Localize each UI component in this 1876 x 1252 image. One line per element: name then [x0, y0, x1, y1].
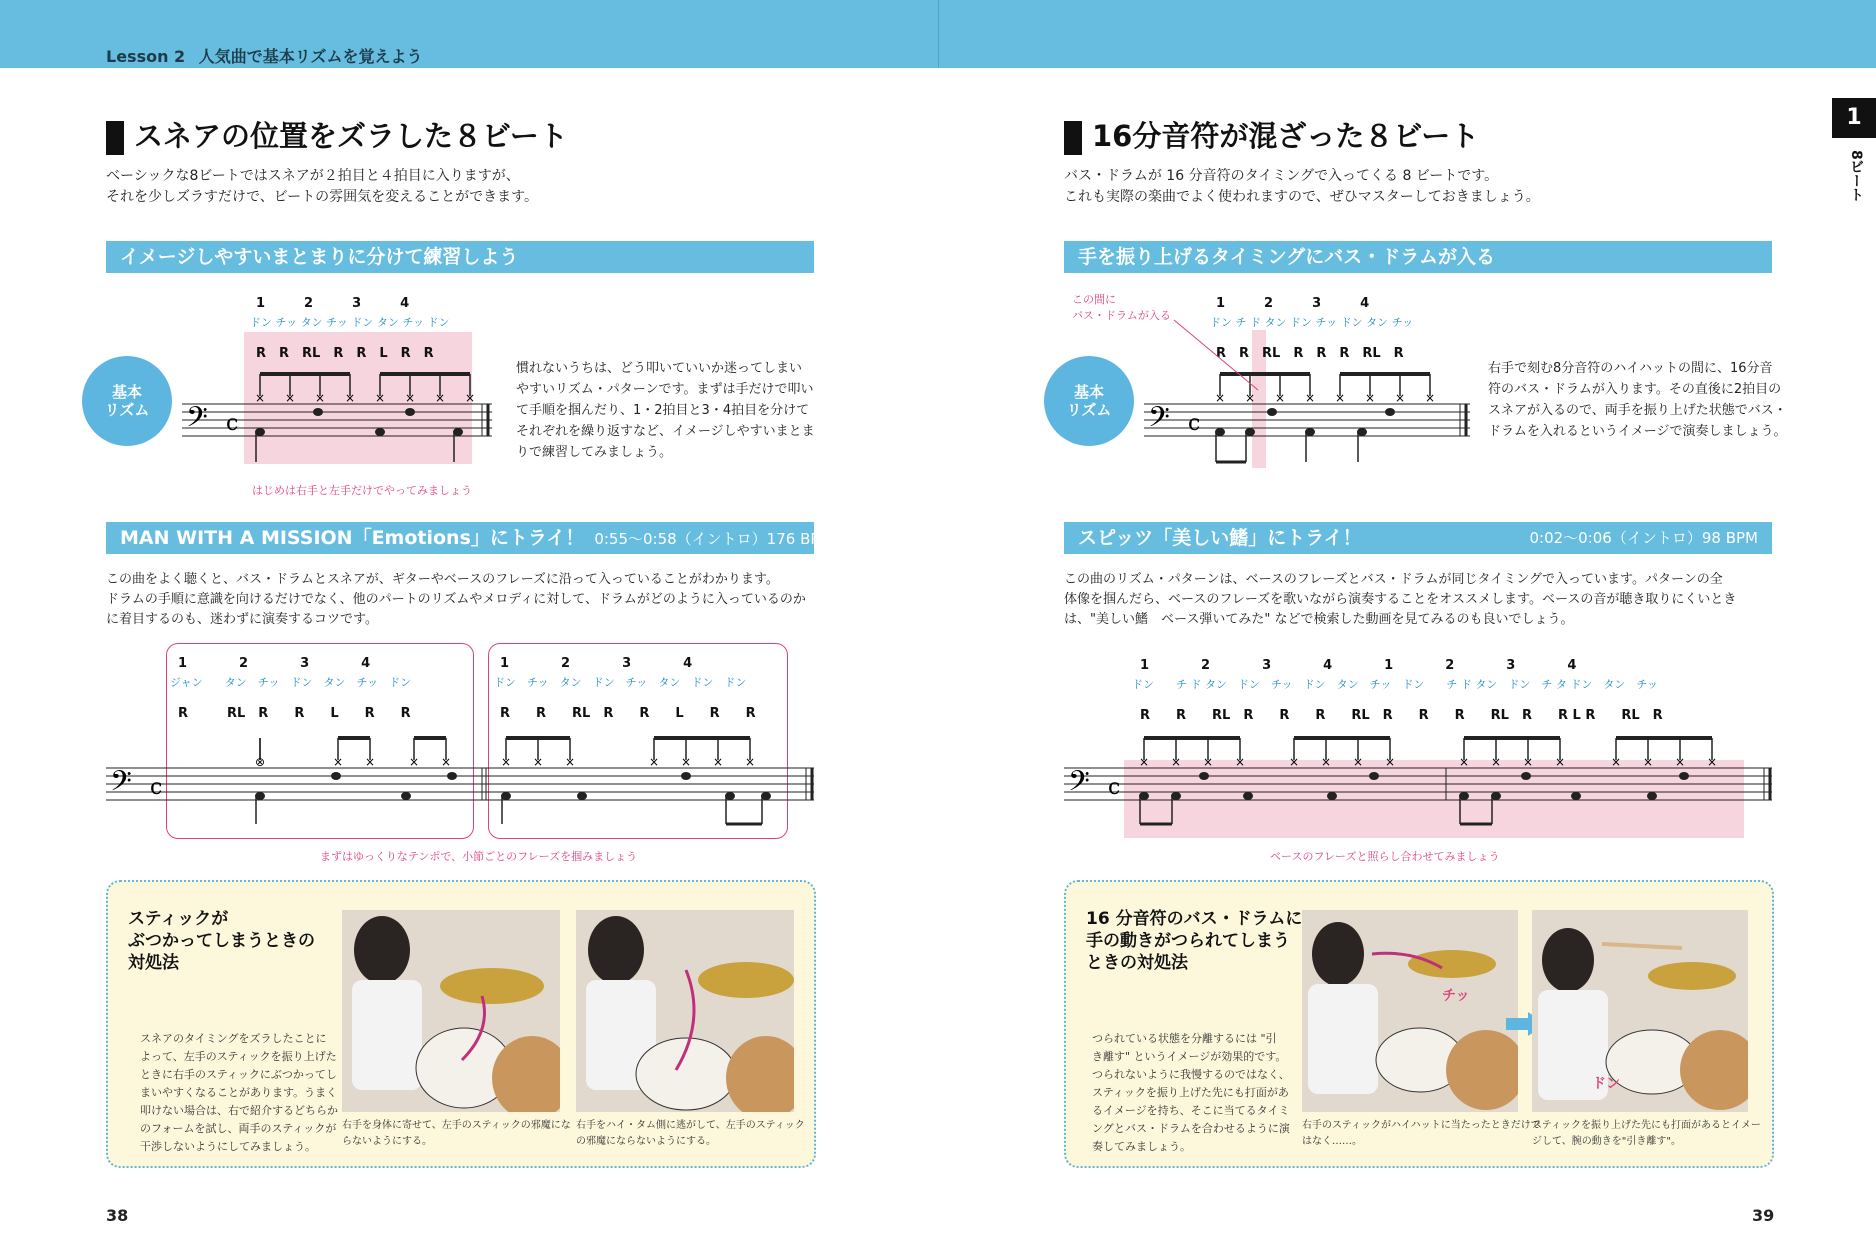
svg-text:×: × [532, 755, 544, 769]
svg-text:×: × [1424, 391, 1436, 405]
left-tip-body: スネアのタイミングをズラしたことに よって、左手のスティックを振り上げた ときに右手のスティックにぶつかってし まいやすくなることがあります。うまく 叩けない場合は、右で紹介するどちらか のフォームを試し、両手のスティックが 干渉しないようにしてみましょう。 [140, 1032, 338, 1153]
left-handings: R R RL R R L R R [256, 346, 434, 361]
right-photo-1 [1302, 910, 1518, 1112]
svg-text:×: × [1138, 755, 1150, 769]
svg-text:𝄢: 𝄢 [1068, 765, 1090, 805]
right-lead: バス・ドラムが 16 分音符のタイミングで入ってくる 8 ビートです。 これも実際の楽曲でよく使われますので、ぜひマスターしておきましょう。 [1064, 168, 1540, 205]
svg-text:×: × [1274, 391, 1286, 405]
svg-text:×: × [408, 755, 420, 769]
svg-text:×: × [1522, 755, 1534, 769]
svg-text:×: × [1642, 755, 1654, 769]
left-basic-desc: 慣れないうちは、どう叩いていいか迷ってしまい やすいリズム・パターンです。まずは手だけで叩い て手順を掴んだり、1・2拍目と3・4拍目を分けて それぞれを繰り返すなど、イメージしやすいまとま りで練習してみましょう。 [516, 361, 815, 460]
page-number-right: 39 [1752, 1206, 1775, 1225]
svg-text:×: × [1288, 755, 1300, 769]
svg-text:⊗: ⊗ [254, 755, 266, 769]
svg-text:×: × [374, 391, 386, 405]
left-photo-1 [342, 910, 560, 1112]
svg-text:×: × [1320, 755, 1332, 769]
svg-text:×: × [648, 755, 660, 769]
right-basic-desc: 右手で刻む8分音符のハイハットの間に、16分音 符のバス・ドラムが入ります。その直後に2拍目の スネアが入るので、両手を振り上げた状態でバス・ ドラムを入れるというイメージで演奏しましょう。 [1488, 361, 1787, 439]
basic-rhythm-badge-right: 基本 リズム [1044, 356, 1134, 446]
svg-text:×: × [1244, 391, 1256, 405]
right-song-beat-numbers: 1 2 3 4 1 2 3 4 [1140, 658, 1577, 673]
left-tip-title: スティックが ぶつかってしまうときの 対処法 [128, 909, 315, 973]
right-photo-2-caption: スティックを振り上げた先にも打面があるとイメー ジして、腕の動きを"引き離す"。 [1532, 1120, 1761, 1147]
left-beat-numbers: 1 2 3 4 [256, 296, 410, 311]
svg-text:×: × [1554, 755, 1566, 769]
left-caption-1: はじめは右手と左手だけでやってみましょう [252, 484, 472, 497]
lesson-header [106, 44, 422, 67]
svg-text:×: × [1364, 391, 1376, 405]
svg-text:c: c [1188, 411, 1201, 436]
svg-text:×: × [434, 391, 446, 405]
right-beat-numbers: 1 2 3 4 [1216, 296, 1370, 311]
svg-text:×: × [1610, 755, 1622, 769]
left-song-staff [106, 726, 818, 826]
right-pink-note: この間に バス・ドラムが入る [1072, 293, 1171, 322]
m1-syllables: ジャン タン チッ ドン タン チッ ドン [170, 676, 412, 689]
right-photo-2 [1532, 910, 1748, 1112]
svg-text:×: × [1214, 391, 1226, 405]
svg-text:×: × [254, 391, 266, 405]
svg-text:×: × [1706, 755, 1718, 769]
svg-text:×: × [464, 391, 476, 405]
svg-text:×: × [1202, 755, 1214, 769]
svg-text:×: × [364, 755, 376, 769]
chapter-tab[interactable]: 1 [1832, 98, 1876, 138]
right-photo-1-caption: 右手のスティックがハイハットに当たったときだけで はなく……。 [1302, 1120, 1541, 1147]
svg-text:×: × [440, 755, 452, 769]
m1-handings: R RL R R L R R [178, 706, 411, 721]
left-photo-2 [576, 910, 794, 1112]
svg-text:×: × [344, 391, 356, 405]
svg-text:×: × [712, 755, 724, 769]
svg-text:×: × [500, 755, 512, 769]
left-syllables: ドン チッ タン チッ ドン タン チッ ドン [250, 316, 450, 329]
photo-label-chi: チッ [1442, 988, 1470, 1004]
basic-rhythm-badge-left: 基本 リズム [82, 356, 172, 446]
svg-text:𝄢: 𝄢 [1148, 401, 1170, 441]
right-tip-body: つられている状態を分離するには "引 き離す" というイメージが効果的です。 つられないように我慢するのではなく、 スティックを振り上げた先にも打面があ るイメージを持ち、そこに当てるタイミ ングとバス・ドラムを合わせるように演 奏してみましょう。 [1092, 1032, 1290, 1153]
right-song-handings: R R RL R R R RL R R R RL R R L R RL R [1140, 708, 1663, 723]
right-song-body: この曲のリズム・パターンは、ベースのフレーズとバス・ドラムが同じタイミングで入っています。パターンの全 体像を掴んだら、ベースのフレーズを歌いながら演奏することをオススメします。ベースの音が聴き取りにくいとき は、"美しい鰭 ベース弾いてみた" などで検索した動画を見てみるのも良いでしょう。 [1064, 572, 1737, 627]
right-band-song: スピッツ「美しい鰭」にトライ！ 0:02～0:06（イントロ）98 BPM [1064, 522, 1772, 554]
svg-text:×: × [1674, 755, 1686, 769]
svg-text:×: × [1334, 391, 1346, 405]
svg-text:c: c [226, 411, 239, 436]
m2-syllables: ドン チッ タン ドン チッ タン ドン ドン [494, 676, 747, 689]
left-photo-1-caption: 右手を身体に寄せて、左手のスティックの邪魔にな らないようにする。 [342, 1120, 571, 1147]
svg-text:×: × [1490, 755, 1502, 769]
right-tip-title: 16 分音符のバス・ドラムに 手の動きがつられてしまう ときの対処法 [1086, 909, 1303, 973]
page-number-left: 38 [106, 1206, 129, 1225]
svg-text:×: × [404, 391, 416, 405]
right-song-staff [1064, 726, 1776, 826]
svg-text:×: × [1304, 391, 1316, 405]
left-band-song: MAN WITH A MISSION「Emotions」にトライ！ 0:55～0:58（イントロ）176 BPM [106, 522, 814, 554]
right-band-practice: 手を振り上げるタイミングにバス・ドラムが入る [1064, 241, 1772, 273]
right-handings: R R RL R R R RL R [1216, 346, 1404, 361]
left-lead: ベーシックな8ビートではスネアが２拍目と４拍目に入りますが、 それを少しズラすだけで、ビートの雰囲気を変えることができます。 [106, 168, 539, 205]
svg-text:×: × [1384, 755, 1396, 769]
m2-handings: R R RL R R L R R [500, 706, 756, 721]
svg-text:×: × [680, 755, 692, 769]
m1-beat-numbers: 1 2 3 4 [178, 656, 371, 671]
photo-label-don: ドン [1592, 1076, 1620, 1092]
right-caption: ベースのフレーズと照らし合わせてみましょう [1270, 850, 1500, 863]
right-song-syllables: ドン チ ド タン ドン チッ ドン タン チッ ドン チ ド タン ドン チ タ ドン タン チッ [1132, 678, 1658, 691]
svg-text:×: × [744, 755, 756, 769]
svg-text:×: × [1234, 755, 1246, 769]
right-pointer-line [1170, 316, 1270, 396]
left-photo-2-caption: 右手をハイ・タム側に逃がして、左手のスティック の邪魔にならないようにする。 [576, 1120, 805, 1147]
svg-text:×: × [284, 391, 296, 405]
svg-text:×: × [1170, 755, 1182, 769]
right-section-title: 16分音符が混ざった８ビート [1064, 118, 1479, 154]
right-syllables: ドン チ ド タン ドン チッ ドン タン チッ [1210, 316, 1414, 329]
svg-text:×: × [332, 755, 344, 769]
svg-text:𝄢: 𝄢 [186, 401, 208, 441]
svg-text:×: × [1352, 755, 1364, 769]
left-song-body: この曲をよく聴くと、バス・ドラムとスネアが、ギターやベースのフレーズに沿って入っていることがわかります。 ドラムの手順に意識を向けるだけでなく、他のパートのリズムやメロディに対して、ドラムがどのように入っているのか に着目するのも、迷わずに演奏するコツです。 [106, 572, 806, 627]
svg-text:×: × [1458, 755, 1470, 769]
svg-text:𝄢: 𝄢 [110, 765, 132, 805]
left-basic-staff [182, 366, 494, 466]
lesson-title: 人気曲で基本リズムを覚えよう [198, 47, 423, 66]
svg-text:×: × [1394, 391, 1406, 405]
left-caption-2: まずはゆっくりなテンポで、小節ごとのフレーズを掴みましょう [320, 850, 638, 863]
svg-text:×: × [314, 391, 326, 405]
left-band-practice: イメージしやすいまとまりに分けて練習しよう [106, 241, 814, 273]
chapter-tab-label: 8ビート [1848, 150, 1864, 202]
svg-text:×: × [564, 755, 576, 769]
svg-text:c: c [150, 775, 163, 800]
lesson-number: Lesson 2 [106, 47, 186, 66]
left-section-title: スネアの位置をズラした８ビート [106, 118, 568, 154]
m2-beat-numbers: 1 2 3 4 [500, 656, 693, 671]
svg-text:c: c [1108, 775, 1121, 800]
